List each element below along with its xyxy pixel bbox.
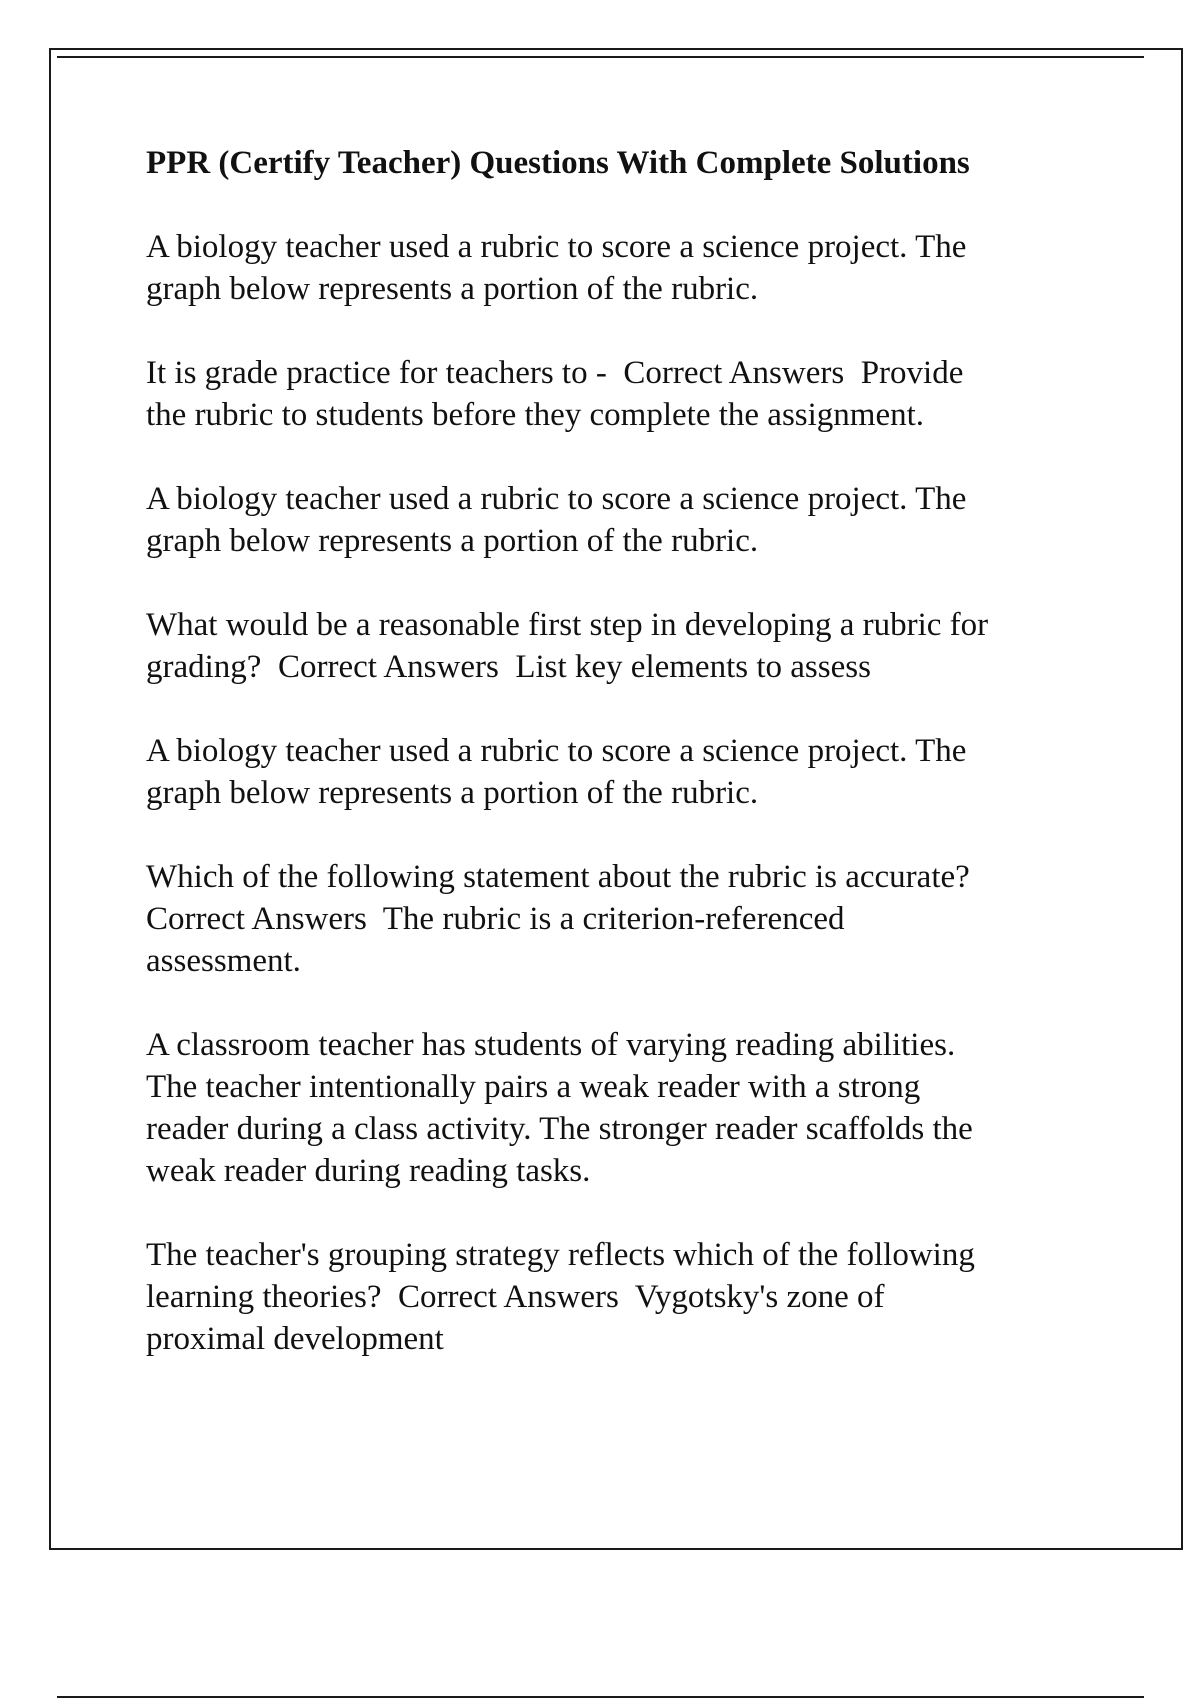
bottom-rule xyxy=(57,1696,1144,1698)
paragraph-question-context-3: A biology teacher used a rubric to score a science project. The graph below represents a portion of the rubric. xyxy=(146,733,967,811)
document-title: PPR (Certify Teacher) Questions With Complete Solutions xyxy=(146,145,970,181)
paragraph-question-context-4: A classroom teacher has students of varying reading abilities. The teacher intentionally pairs a weak reader with a strong reader during a class activity. The stronger reader scaffolds the weak reader during reading tasks. xyxy=(146,1027,973,1189)
paragraph-question-answer-1: It is grade practice for teachers to - Correct Answers Provide the rubric to students before they complete the assignment. xyxy=(146,355,964,433)
paragraph-question-context-2: A biology teacher used a rubric to score a science project. The graph below represents a portion of the rubric. xyxy=(146,481,967,559)
paragraph-question-answer-2: What would be a reasonable first step in developing a rubric for grading? Correct Answers List key elements to assess xyxy=(146,607,989,685)
document-body xyxy=(146,142,1086,1402)
paragraph-question-answer-4: The teacher's grouping strategy reflects which of the following learning theories? Correct Answers Vygotsky's zone of proximal development xyxy=(146,1237,975,1357)
paragraph-question-context-1: A biology teacher used a rubric to score a science project. The graph below represents a portion of the rubric. xyxy=(146,229,967,307)
top-rule xyxy=(57,56,1144,58)
paragraph-question-answer-3: Which of the following statement about the rubric is accurate? Correct Answers The rubric is a criterion-referenced assessment. xyxy=(146,859,970,979)
